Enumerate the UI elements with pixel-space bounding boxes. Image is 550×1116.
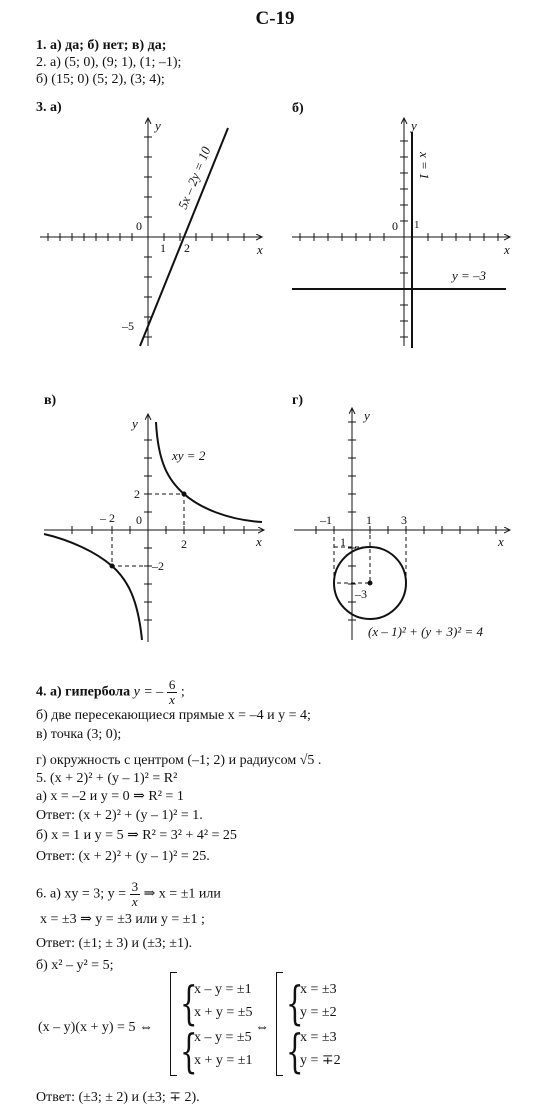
p4-a-label: 4. а) гипербола <box>36 684 131 700</box>
graph-g-x-label: x <box>498 534 504 549</box>
graph-v-y-label: y <box>132 416 138 431</box>
graph-a-tick-neg5: –5 <box>122 319 134 333</box>
p6-brace-2: { <box>180 1024 198 1078</box>
graph-g-tick-x1: 1 <box>366 513 372 527</box>
p6-a <box>36 880 221 909</box>
p6-s2a: x – y = ±5 <box>194 1030 252 1045</box>
p4-g: г) окружность с центром (–1; 2) и радиусом √5 . <box>36 753 322 768</box>
p6-a-post: ⇒ x = ±1 или <box>143 886 221 902</box>
p5-a: а) x = –2 и y = 0 ⇒ R² = 1 <box>36 789 184 804</box>
graph-v-branch-positive <box>156 422 262 522</box>
p6-big-bracket-left <box>170 972 177 1076</box>
graph-g-tick-y1: 1 <box>340 535 346 549</box>
answer-2a: 2. а) (5; 0), (9; 1), (1; –1); <box>36 55 182 70</box>
graph-b-eq-vertical: x = 1 <box>417 152 432 180</box>
p6-b: б) x² – y² = 5; <box>36 958 114 973</box>
graph-g-y-label: y <box>364 408 370 423</box>
graph-b-y-label: y <box>411 118 417 133</box>
p6-brace-3: { <box>286 976 304 1030</box>
graph-v-tick-y2: 2 <box>134 487 140 501</box>
p6-lhs: (x – y)(x + y) = 5 ⇔ <box>38 1020 153 1035</box>
p6-equiv: ⇔ <box>255 1020 269 1035</box>
graph-v-branch-negative <box>44 534 142 640</box>
p6-brace-4: { <box>286 1024 304 1078</box>
graph-b <box>292 118 510 348</box>
p4-b: б) две пересекающиеся прямые x = –4 и y = 4; <box>36 708 311 723</box>
graph-g-equation: (x – 1)² + (y + 3)² = 4 <box>368 624 483 639</box>
p4-a-fraction <box>167 678 178 707</box>
graph-a-x-label: x <box>257 242 263 257</box>
graph-v-label: в) <box>44 393 57 408</box>
p4-a <box>36 678 185 707</box>
p6-answer: Ответ: (±3; ± 2) и (±3; ∓ 2). <box>36 1090 200 1105</box>
p6-brace-1: { <box>180 976 198 1030</box>
p4-a-num: 6 <box>168 677 176 692</box>
answer-2b: б) (15; 0) (5; 2), (3; 4); <box>36 72 165 87</box>
graph-v-equation: xy = 2 <box>172 448 206 463</box>
graph-b-label: б) <box>292 101 304 116</box>
graph-v-tick-yneg2: –2 <box>152 559 164 573</box>
graph-a-zero: 0 <box>136 219 142 233</box>
p4-a-lhs: y = – <box>133 684 164 700</box>
graph-g-tick-yneg3: –3 <box>355 587 367 601</box>
graph-a-equation: 5x – 2y = 10 <box>174 144 214 212</box>
p6-s1b: x + y = ±5 <box>194 1005 253 1020</box>
graph-a-tick-1: 1 <box>160 241 166 255</box>
p6-s2b: x + y = ±1 <box>194 1053 253 1068</box>
answer-3-label: 3. а) <box>36 100 62 115</box>
p6-r2a: x = ±3 <box>300 1030 337 1045</box>
p6-a2: x = ±3 ⇒ y = ±3 или y = ±1 ; <box>40 912 205 927</box>
p6-a-answer: Ответ: (±1; ± 3) и (±3; ±1). <box>36 936 193 951</box>
page-title: С-19 <box>255 8 295 29</box>
p5-b: б) x = 1 и y = 5 ⇒ R² = 3² + 4² = 25 <box>36 828 237 843</box>
p6-s1a: x – y = ±1 <box>194 982 252 997</box>
graph-v-tick-xneg2: – 2 <box>100 511 115 525</box>
graph-a <box>40 118 262 346</box>
graph-b-eq-horizontal: y = –3 <box>452 268 487 283</box>
p5-b-answer: Ответ: (x + 2)² + (y – 1)² = 25. <box>36 849 210 864</box>
p6-a-num: 3 <box>131 879 139 894</box>
p4-v: в) точка (3; 0); <box>36 727 122 742</box>
graph-b-tick-1: 1 <box>414 219 420 231</box>
graph-b-zero: 0 <box>392 219 398 233</box>
p6-a-fraction <box>130 880 141 909</box>
graph-g-tick-xneg1: –1 <box>320 513 332 527</box>
p6-r1a: x = ±3 <box>300 982 337 997</box>
p4-a-post: ; <box>180 684 185 700</box>
answer-1: 1. а) да; б) нет; в) да; <box>36 38 167 53</box>
graph-v-zero: 0 <box>136 513 142 527</box>
p6-a-pre: 6. а) xy = 3; y = <box>36 886 127 902</box>
p5-a-answer: Ответ: (x + 2)² + (y – 1)² = 1. <box>36 808 203 823</box>
p6-r1b: y = ±2 <box>300 1005 337 1020</box>
graph-a-y-label: y <box>155 118 161 133</box>
p6-a-den: x <box>131 894 138 909</box>
graph-v-tick-x2: 2 <box>181 537 187 551</box>
graph-v <box>44 414 264 642</box>
graph-v-x-label: x <box>256 534 262 549</box>
graph-b-x-label: x <box>504 242 510 257</box>
graph-a-tick-2: 2 <box>184 241 190 255</box>
graph-g-tick-x3: 3 <box>401 513 407 527</box>
p6-big-bracket-right <box>276 972 283 1076</box>
graph-g-label: г) <box>292 393 304 408</box>
p4-a-den: x <box>169 692 175 707</box>
p6-r2b: y = ∓2 <box>300 1053 341 1068</box>
p5-head: 5. (x + 2)² + (y – 1)² = R² <box>36 771 178 786</box>
